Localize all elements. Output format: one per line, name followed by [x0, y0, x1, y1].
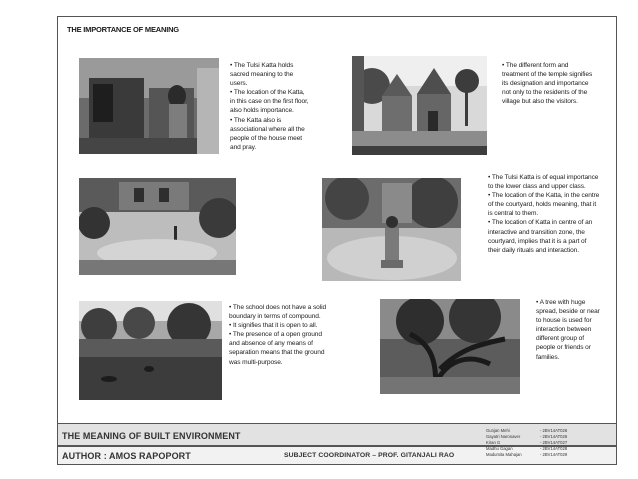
caption-tree-interaction: • A tree with huge spread, beside or near to house is used for interaction between different group of people or friends or families. — [536, 299, 600, 361]
caption-tulsi-katta-meaning: • The Tulsi Katta holds sacred meaning to the users. • The location of the Katta, in this case on the first floor, also holds importance. • The Katta also is associational where all the people of the house meet and pray. — [230, 62, 309, 151]
author-line: AUTHOR : AMOS RAPOPORT — [62, 451, 191, 461]
course-title: THE MEANING OF BUILT ENVIRONMENT — [62, 431, 241, 441]
caption-katta-courtyard: • The Tulsi Katta is of equal importance to the lower class and upper class. • The location of the Katta, in the centre of the courtyard, holds meaning, that it is central to them. • The location of Katta in centre of an interactive and transition zone, the courtyard, implies that it is a part of their daily rituals and interaction. — [488, 174, 600, 254]
page-title: THE IMPORTANCE OF MEANING — [67, 25, 179, 34]
photo-village-courtyard — [79, 178, 236, 275]
caption-school-boundary: • The school does not have a solid boundary in terms of compound. • It signifies that it is open to all. • The presence of a open ground and absence of any means of separation means that the ground was multi-purpose. — [229, 304, 327, 366]
photo-large-tree — [380, 299, 520, 394]
caption-temple-form: • The different form and treatment of the temple signifies its designation and importance not only to the residents of the village but also the visitors. — [502, 62, 593, 106]
photo-school-open-ground — [79, 301, 222, 400]
team-member: Gayatri Naronaver - 2BV14AT026 — [486, 434, 568, 439]
subject-coordinator: SUBJECT COORDINATOR – PROF. GITANJALI RAO — [284, 452, 455, 459]
team-member: Gunjan Mehi - 2BV14AT026 — [486, 428, 568, 433]
team-member: Madhu Gagan - 2BV14AT028 — [486, 446, 568, 451]
team-list — [486, 428, 567, 458]
photo-tulsi-katta-first-floor — [79, 58, 219, 154]
team-member: Kiran G - 2BV14AT027 — [486, 440, 568, 445]
photo-village-temples — [352, 56, 487, 155]
photo-katta-courtyard-centre — [322, 178, 461, 281]
team-member: Madumita Mahajan - 2BV14AT029 — [486, 452, 568, 457]
